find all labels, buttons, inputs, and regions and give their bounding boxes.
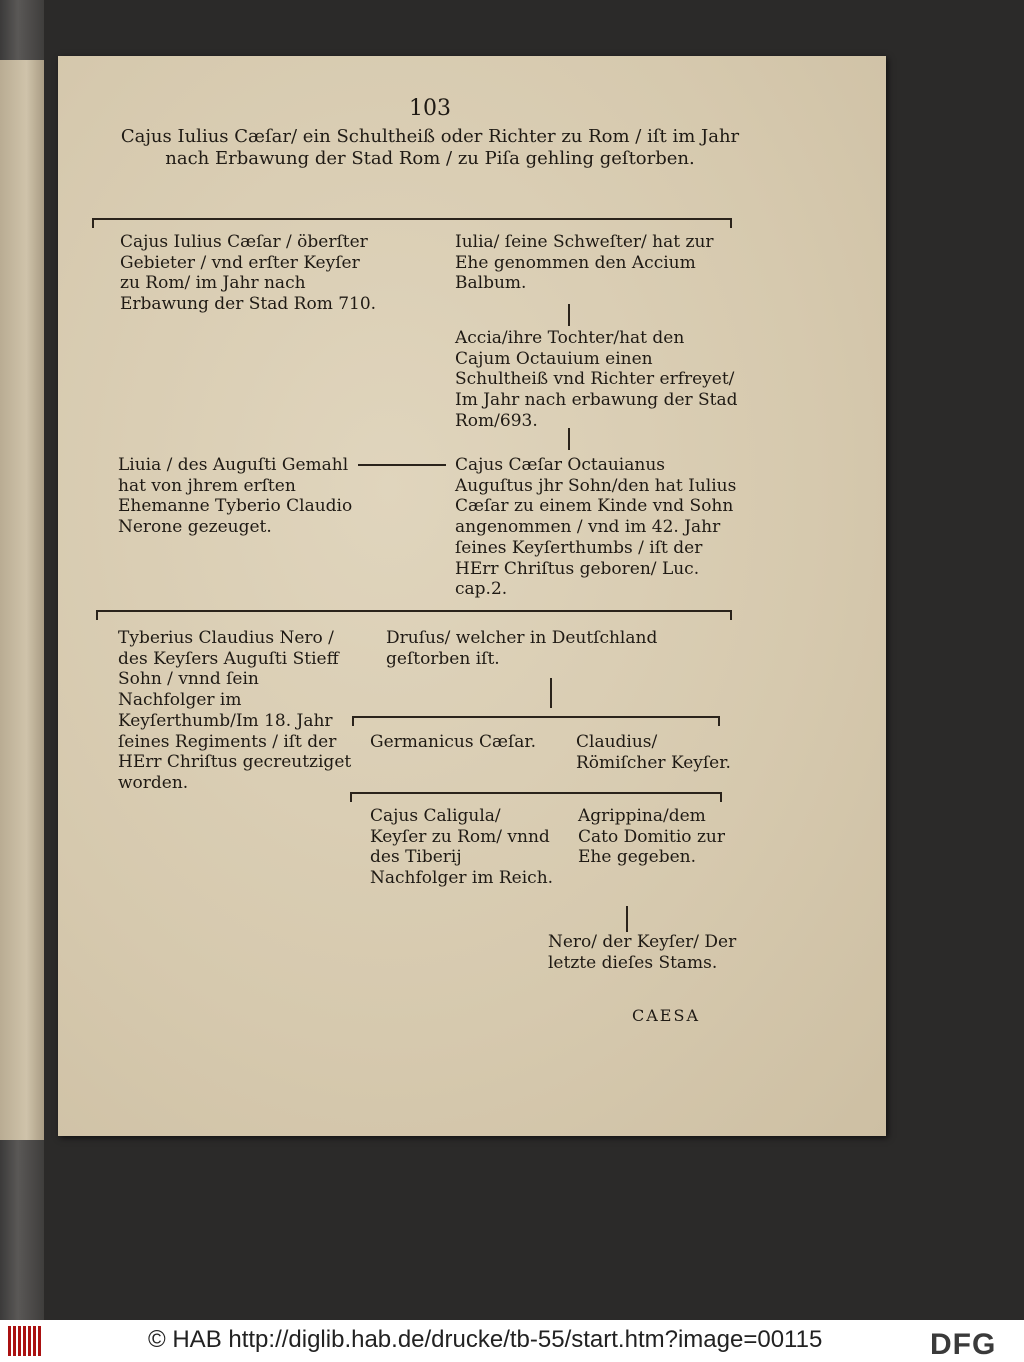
bracket-germanicus-left-tick — [350, 792, 352, 802]
hab-logo-icon — [8, 1326, 48, 1356]
page-number: 103 — [409, 96, 451, 121]
connector-julia-accia — [568, 304, 570, 326]
footer-copyright-link[interactable]: © HAB http://diglib.hab.de/drucke/tb-55/start.htm?image=00115 — [148, 1326, 823, 1353]
catchword: CAESA — [632, 1006, 700, 1025]
connector-agrippina-nero — [626, 906, 628, 932]
entry-germanicus: Germanicus Cæſar. — [370, 732, 537, 752]
bracket-drusus-right-tick — [718, 716, 720, 726]
entry-agrippina: Agrippina/dem Cato Domitio zur Ehe gegeben. — [578, 806, 725, 868]
entry-nero: Nero/ der Keyſer/ Der letzte dieſes Stams. — [548, 932, 737, 973]
dfg-logo: DFG — [930, 1328, 997, 1361]
entry-augustus: Cajus Cæſar Octauianus Auguſtus jhr Sohn/den hat Iulius Cæſar zu einem Kinde vnd Sohn angenommen / vnd im 42. Jahr ſeines Keyſerthumbs / iſt der HErr Chriſtus geboren/ Luc. cap.2. — [455, 455, 737, 600]
connector-drusus-children — [550, 678, 552, 708]
bracket-drusus-left-tick — [352, 716, 354, 726]
entry-julius-caesar: Cajus Iulius Cæſar / öberſter Gebieter / vnd erſter Keyſer zu Rom/ im Jahr nach Erbawung der Stad Rom 710. — [120, 232, 377, 315]
bracket-middle-right-tick — [730, 610, 732, 620]
previous-page-edge — [0, 60, 44, 1140]
entry-julia: Iulia/ ſeine Schweſter/ hat zur Ehe genommen den Accium Balbum. — [455, 232, 714, 294]
bracket-drusus-children — [352, 716, 720, 718]
entry-caligula: Cajus Caligula/ Keyſer zu Rom/ vnnd des Tiberij Nachfolger im Reich. — [370, 806, 554, 889]
connector-accia-augustus — [568, 428, 570, 450]
bracket-germanicus-children — [350, 792, 722, 794]
bracket-middle-left-tick — [96, 610, 98, 620]
page-heading: Cajus Iulius Cæſar/ ein Schultheiß oder Richter zu Rom / iſt im Jahr nach Erbawung der Stad Rom / zu Piſa gehling geſtorben. — [120, 126, 740, 169]
connector-livia-augustus — [358, 464, 446, 466]
bracket-top-right-tick — [730, 218, 732, 228]
entry-livia: Liuia / des Auguſti Gemahl hat von jhrem erſten Ehemanne Tyberio Claudio Nerone gezeuget. — [118, 455, 353, 538]
entry-claudius: Claudius/ Römiſcher Keyſer. — [576, 732, 731, 773]
entry-drusus: Druſus/ welcher in Deutſchland geſtorben iſt. — [386, 628, 658, 669]
bracket-top — [92, 218, 732, 220]
entry-accia: Accia/ihre Tochter/hat den Cajum Octauium einen Schultheiß vnd Richter erfreyet/ Im Jahr nach erbawung der Stad Rom/693. — [455, 328, 738, 431]
entry-tiberius: Tyberius Claudius Nero / des Keyſers Auguſti Stieff Sohn / vnnd ſein Nachfolger im Keyſerthumb/Im 18. Jahr ſeines Regiments / iſt der HErr Chriſtus gecreutziget worden. — [118, 628, 352, 794]
bracket-middle — [96, 610, 732, 612]
bracket-top-left-tick — [92, 218, 94, 228]
bracket-germanicus-right-tick — [720, 792, 722, 802]
